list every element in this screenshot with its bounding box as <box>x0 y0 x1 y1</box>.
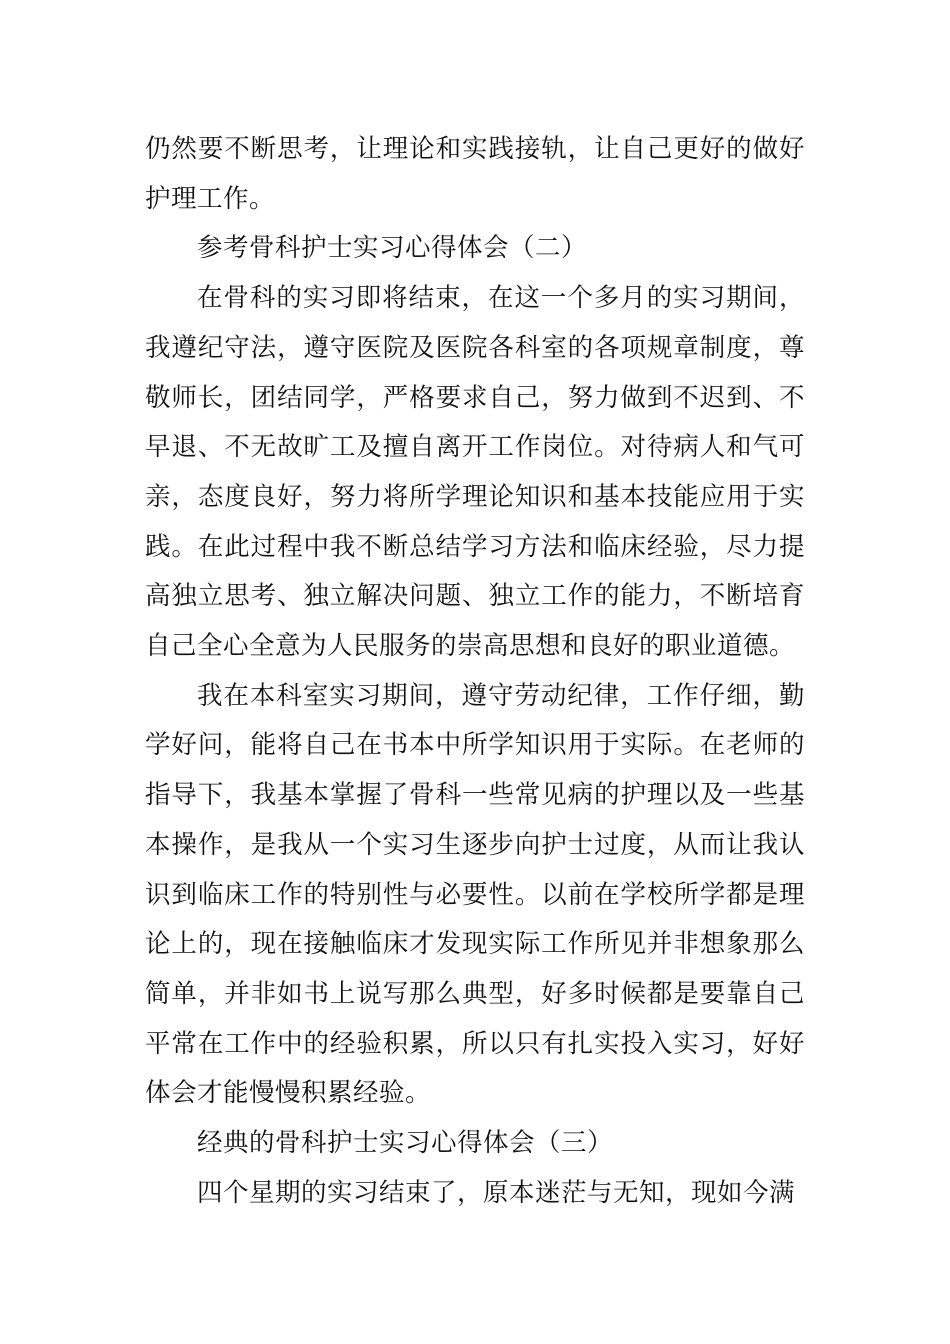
body-paragraph: 仍然要不断思考，让理论和实践接轨，让自己更好的做好护理工作。 <box>145 134 805 214</box>
section-heading: 经典的骨科护士实习心得体会（三） <box>197 1128 614 1159</box>
body-paragraph: 在骨科的实习即将结束，在这一个多月的实习期间，我遵纪守法，遵守医院及医院各科室的各项规章制度，尊敬师长，团结同学，严格要求自己，努力做到不迟到、不早退、不无故旷工及擅自离开工作岗位。对待病人和气可亲，态度良好，努力将所学理论知识和基本技能应用于实践。在此过程中我不断总结学习方法和临床经验，尽力提高独立思考、独立解决问题、独立工作的能力，不断培育自己全心全意为人民服务的崇高思想和良好的职业道德。 <box>145 283 805 662</box>
body-paragraph: 我在本科室实习期间，遵守劳动纪律，工作仔细，勤学好问，能将自己在书本中所学知识用于实际。在老师的指导下，我基本掌握了骨科一些常见病的护理以及一些基本操作，是我从一个实习生逐步向护士过度，从而让我认识到临床工作的特别性与必要性。以前在学校所学都是理论上的，现在接触临床才发现实际工作所见并非想象那么简单，并非如书上说写那么典型，好多时候都是要靠自己平常在工作中的经验积累，所以只有扎实投入实习，好好体会才能慢慢积累经验。 <box>145 680 805 1109</box>
section-heading: 参考骨科护士实习心得体会（二） <box>197 233 588 264</box>
body-paragraph: 四个星期的实习结束了，原本迷茫与无知，现如今满 <box>197 1177 796 1208</box>
document-page <box>145 125 805 1218</box>
